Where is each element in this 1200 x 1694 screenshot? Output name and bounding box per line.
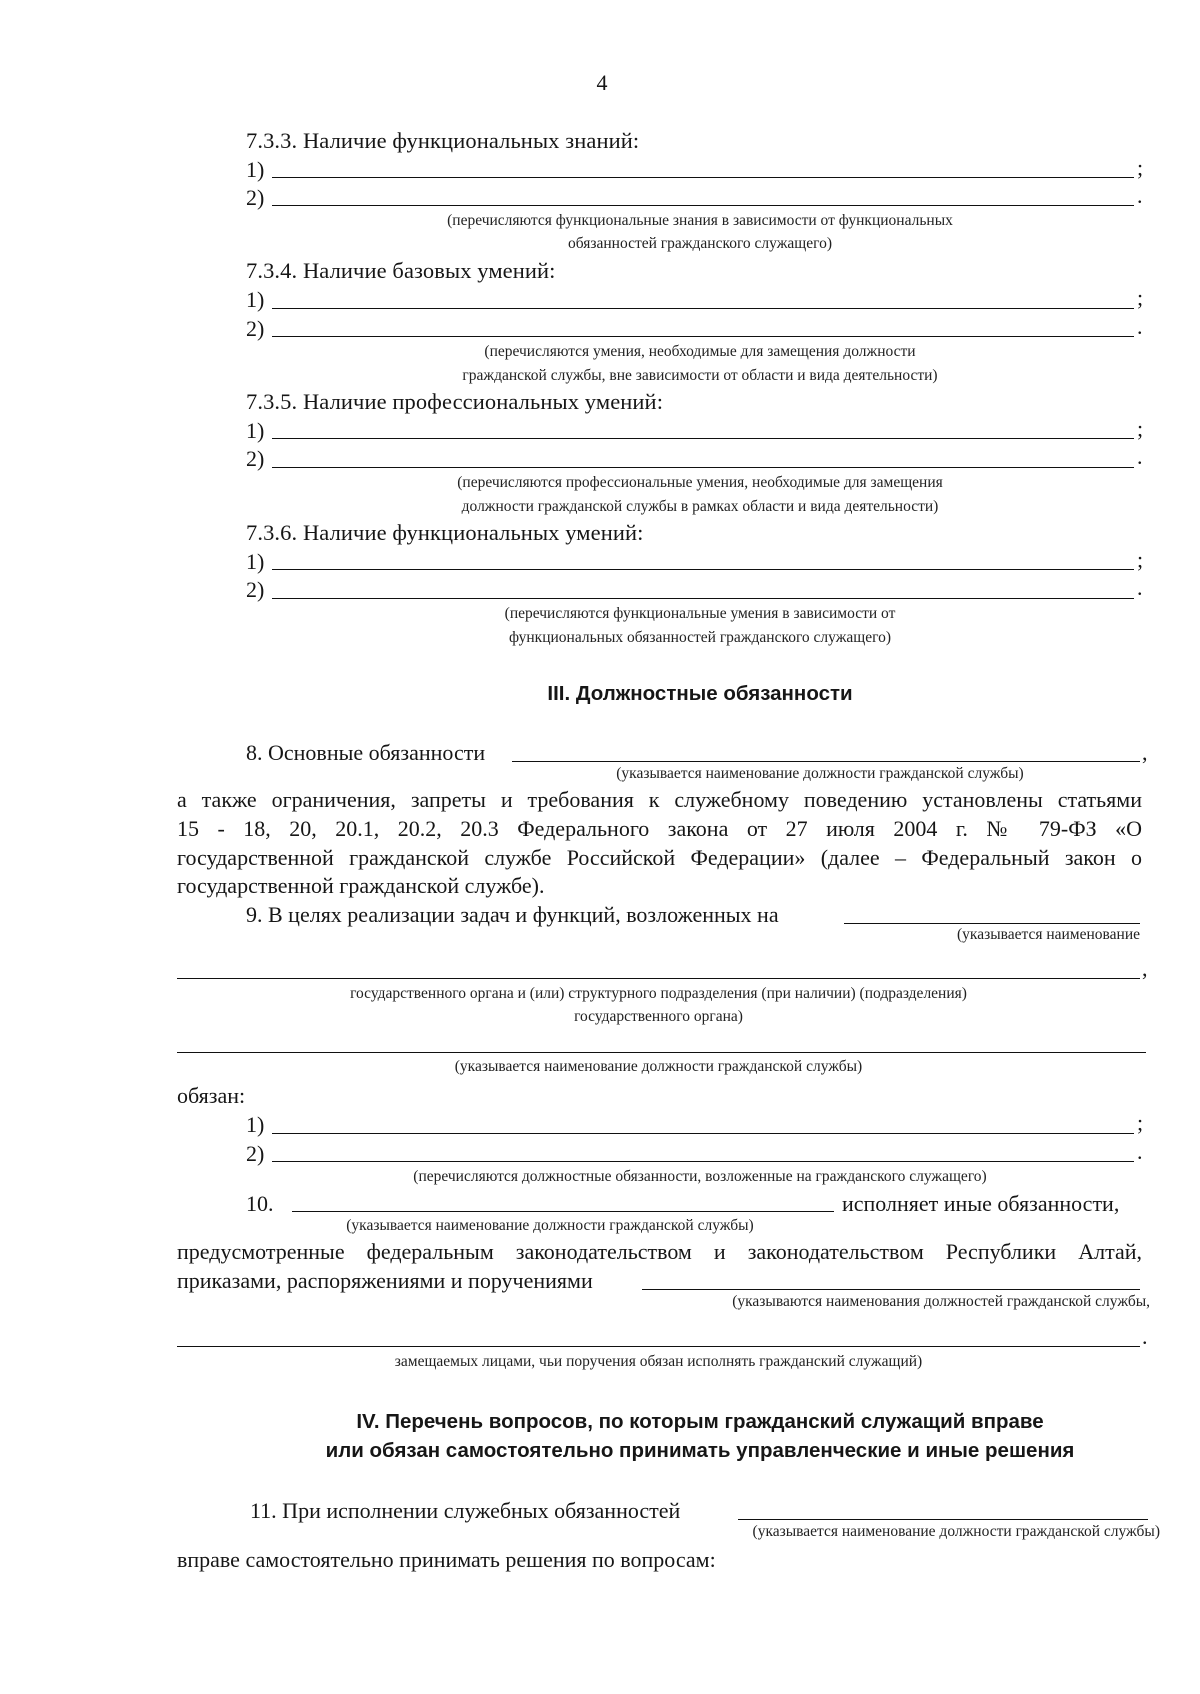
- item-end-mark: ;: [1137, 285, 1144, 310]
- heading-7-3-6: 7.3.6. Наличие функциональных умений:: [246, 520, 644, 545]
- caption: (перечисляются профессиональные умения, необходимые для замещения: [457, 474, 943, 491]
- item-end-mark: .: [1137, 575, 1143, 600]
- caption: (указывается наименование должности гражданской службы): [346, 1217, 754, 1234]
- item-number: 2): [246, 185, 265, 210]
- item-end-mark: ;: [1137, 155, 1144, 180]
- clause-8-text-line: а также ограничения, запреты и требования к служебному поведению установлены статьями: [177, 787, 1142, 812]
- heading-7-3-5: 7.3.5. Наличие профессиональных умений:: [246, 389, 664, 414]
- section-3-title: III. Должностные обязанности: [547, 682, 853, 705]
- line-end-mark: .: [1142, 1324, 1148, 1349]
- page-number: 4: [596, 70, 608, 95]
- caption: государственного органа и (или) структурного подразделения (при наличии) (подразделения): [350, 985, 967, 1002]
- fill-line[interactable]: [292, 1211, 834, 1212]
- item-number: 1): [246, 549, 265, 574]
- caption: должности гражданской службы в рамках области и вида деятельности): [461, 498, 939, 515]
- fill-line[interactable]: [272, 467, 1134, 468]
- fill-line[interactable]: [272, 336, 1134, 337]
- fill-line[interactable]: [177, 1346, 1140, 1347]
- line-end-mark: ,: [1142, 740, 1148, 765]
- caption: (перечисляются функциональные умения в зависимости от: [504, 605, 896, 622]
- heading-7-3-3: 7.3.3. Наличие функциональных знаний:: [246, 128, 640, 153]
- item-number: 1): [246, 157, 265, 182]
- caption: (указываются наименования должностей гражданской службы,: [732, 1293, 1150, 1310]
- fill-line[interactable]: [642, 1289, 1140, 1290]
- item-number: 2): [246, 577, 265, 602]
- fill-line[interactable]: [272, 205, 1134, 206]
- caption: (перечисляются должностные обязанности, возложенные на гражданского служащего): [413, 1168, 987, 1185]
- fill-line[interactable]: [738, 1519, 1148, 1520]
- fill-line[interactable]: [272, 177, 1134, 178]
- clause-8-text-line: 15 - 18, 20, 20.1, 20.2, 20.3 Федерального закона от 27 июля 2004 г. № 79-ФЗ «О: [177, 816, 1142, 841]
- fill-line[interactable]: [844, 923, 1140, 924]
- caption: гражданской службы, вне зависимости от области и вида деятельности): [462, 367, 938, 384]
- caption: (указывается наименование должности гражданской службы): [616, 765, 1024, 782]
- fill-line[interactable]: [177, 1052, 1146, 1053]
- item-number: 1): [246, 1112, 265, 1137]
- item-number: 2): [246, 446, 265, 471]
- clause-10-label: 10.: [246, 1191, 274, 1216]
- caption: (указывается наименование: [956, 926, 1140, 943]
- fill-line[interactable]: [177, 978, 1140, 979]
- fill-line[interactable]: [272, 1161, 1134, 1162]
- item-number: 2): [246, 316, 265, 341]
- item-number: 2): [246, 1141, 265, 1166]
- fill-line[interactable]: [512, 761, 1140, 762]
- caption: функциональных обязанностей гражданского служащего): [508, 629, 891, 646]
- item-end-mark: ;: [1137, 416, 1144, 441]
- clause-9-label: 9. В целях реализации задач и функций, возложенных на: [246, 902, 779, 927]
- caption: (указывается наименование должности гражданской службы): [454, 1058, 863, 1075]
- clause-11-label: 11. При исполнении служебных обязанностей: [250, 1498, 681, 1523]
- fill-line[interactable]: [272, 569, 1134, 570]
- item-end-mark: .: [1137, 1139, 1143, 1164]
- caption: государственного органа): [574, 1008, 743, 1025]
- obliged-label: обязан:: [177, 1083, 246, 1108]
- item-end-mark: .: [1137, 444, 1143, 469]
- clause-8-text-line: государственной гражданской службе Российской Федерации» (далее – Федеральный закон о: [177, 845, 1142, 870]
- clause-8-text-line: государственной гражданской службе).: [177, 873, 545, 898]
- item-number: 1): [246, 418, 265, 443]
- item-end-mark: ;: [1137, 1110, 1144, 1135]
- fill-line[interactable]: [272, 308, 1134, 309]
- heading-7-3-4: 7.3.4. Наличие базовых умений:: [246, 258, 556, 283]
- item-end-mark: ;: [1137, 547, 1144, 572]
- caption: (перечисляются умения, необходимые для замещения должности: [484, 343, 916, 360]
- clause-10-text-line: предусмотренные федеральным законодательством и законодательством Республики Алтай,: [177, 1239, 1142, 1264]
- section-4-title-line-2: или обязан самостоятельно принимать управленческие и иные решения: [325, 1439, 1075, 1462]
- fill-line[interactable]: [272, 1133, 1134, 1134]
- caption: (перечисляются функциональные знания в зависимости от функциональных: [447, 212, 953, 229]
- item-end-mark: .: [1137, 314, 1143, 339]
- fill-line[interactable]: [272, 598, 1134, 599]
- clause-11-text: вправе самостоятельно принимать решения по вопросам:: [177, 1547, 716, 1572]
- fill-line[interactable]: [272, 438, 1134, 439]
- item-end-mark: .: [1137, 183, 1143, 208]
- line-end-mark: ,: [1142, 956, 1148, 981]
- caption: (указывается наименование должности гражданской службы): [752, 1523, 1160, 1540]
- clause-10-text-line: приказами, распоряжениями и поручениями: [177, 1268, 593, 1293]
- clause-10-tail: исполняет иные обязанности,: [842, 1191, 1120, 1216]
- caption: обязанностей гражданского служащего): [568, 235, 832, 252]
- section-4-title-line-1: IV. Перечень вопросов, по которым гражданский служащий вправе: [356, 1410, 1044, 1433]
- caption: замещаемых лицами, чьи поручения обязан исполнять гражданский служащий): [394, 1353, 923, 1370]
- item-number: 1): [246, 287, 265, 312]
- clause-8-label: 8. Основные обязанности: [246, 740, 486, 765]
